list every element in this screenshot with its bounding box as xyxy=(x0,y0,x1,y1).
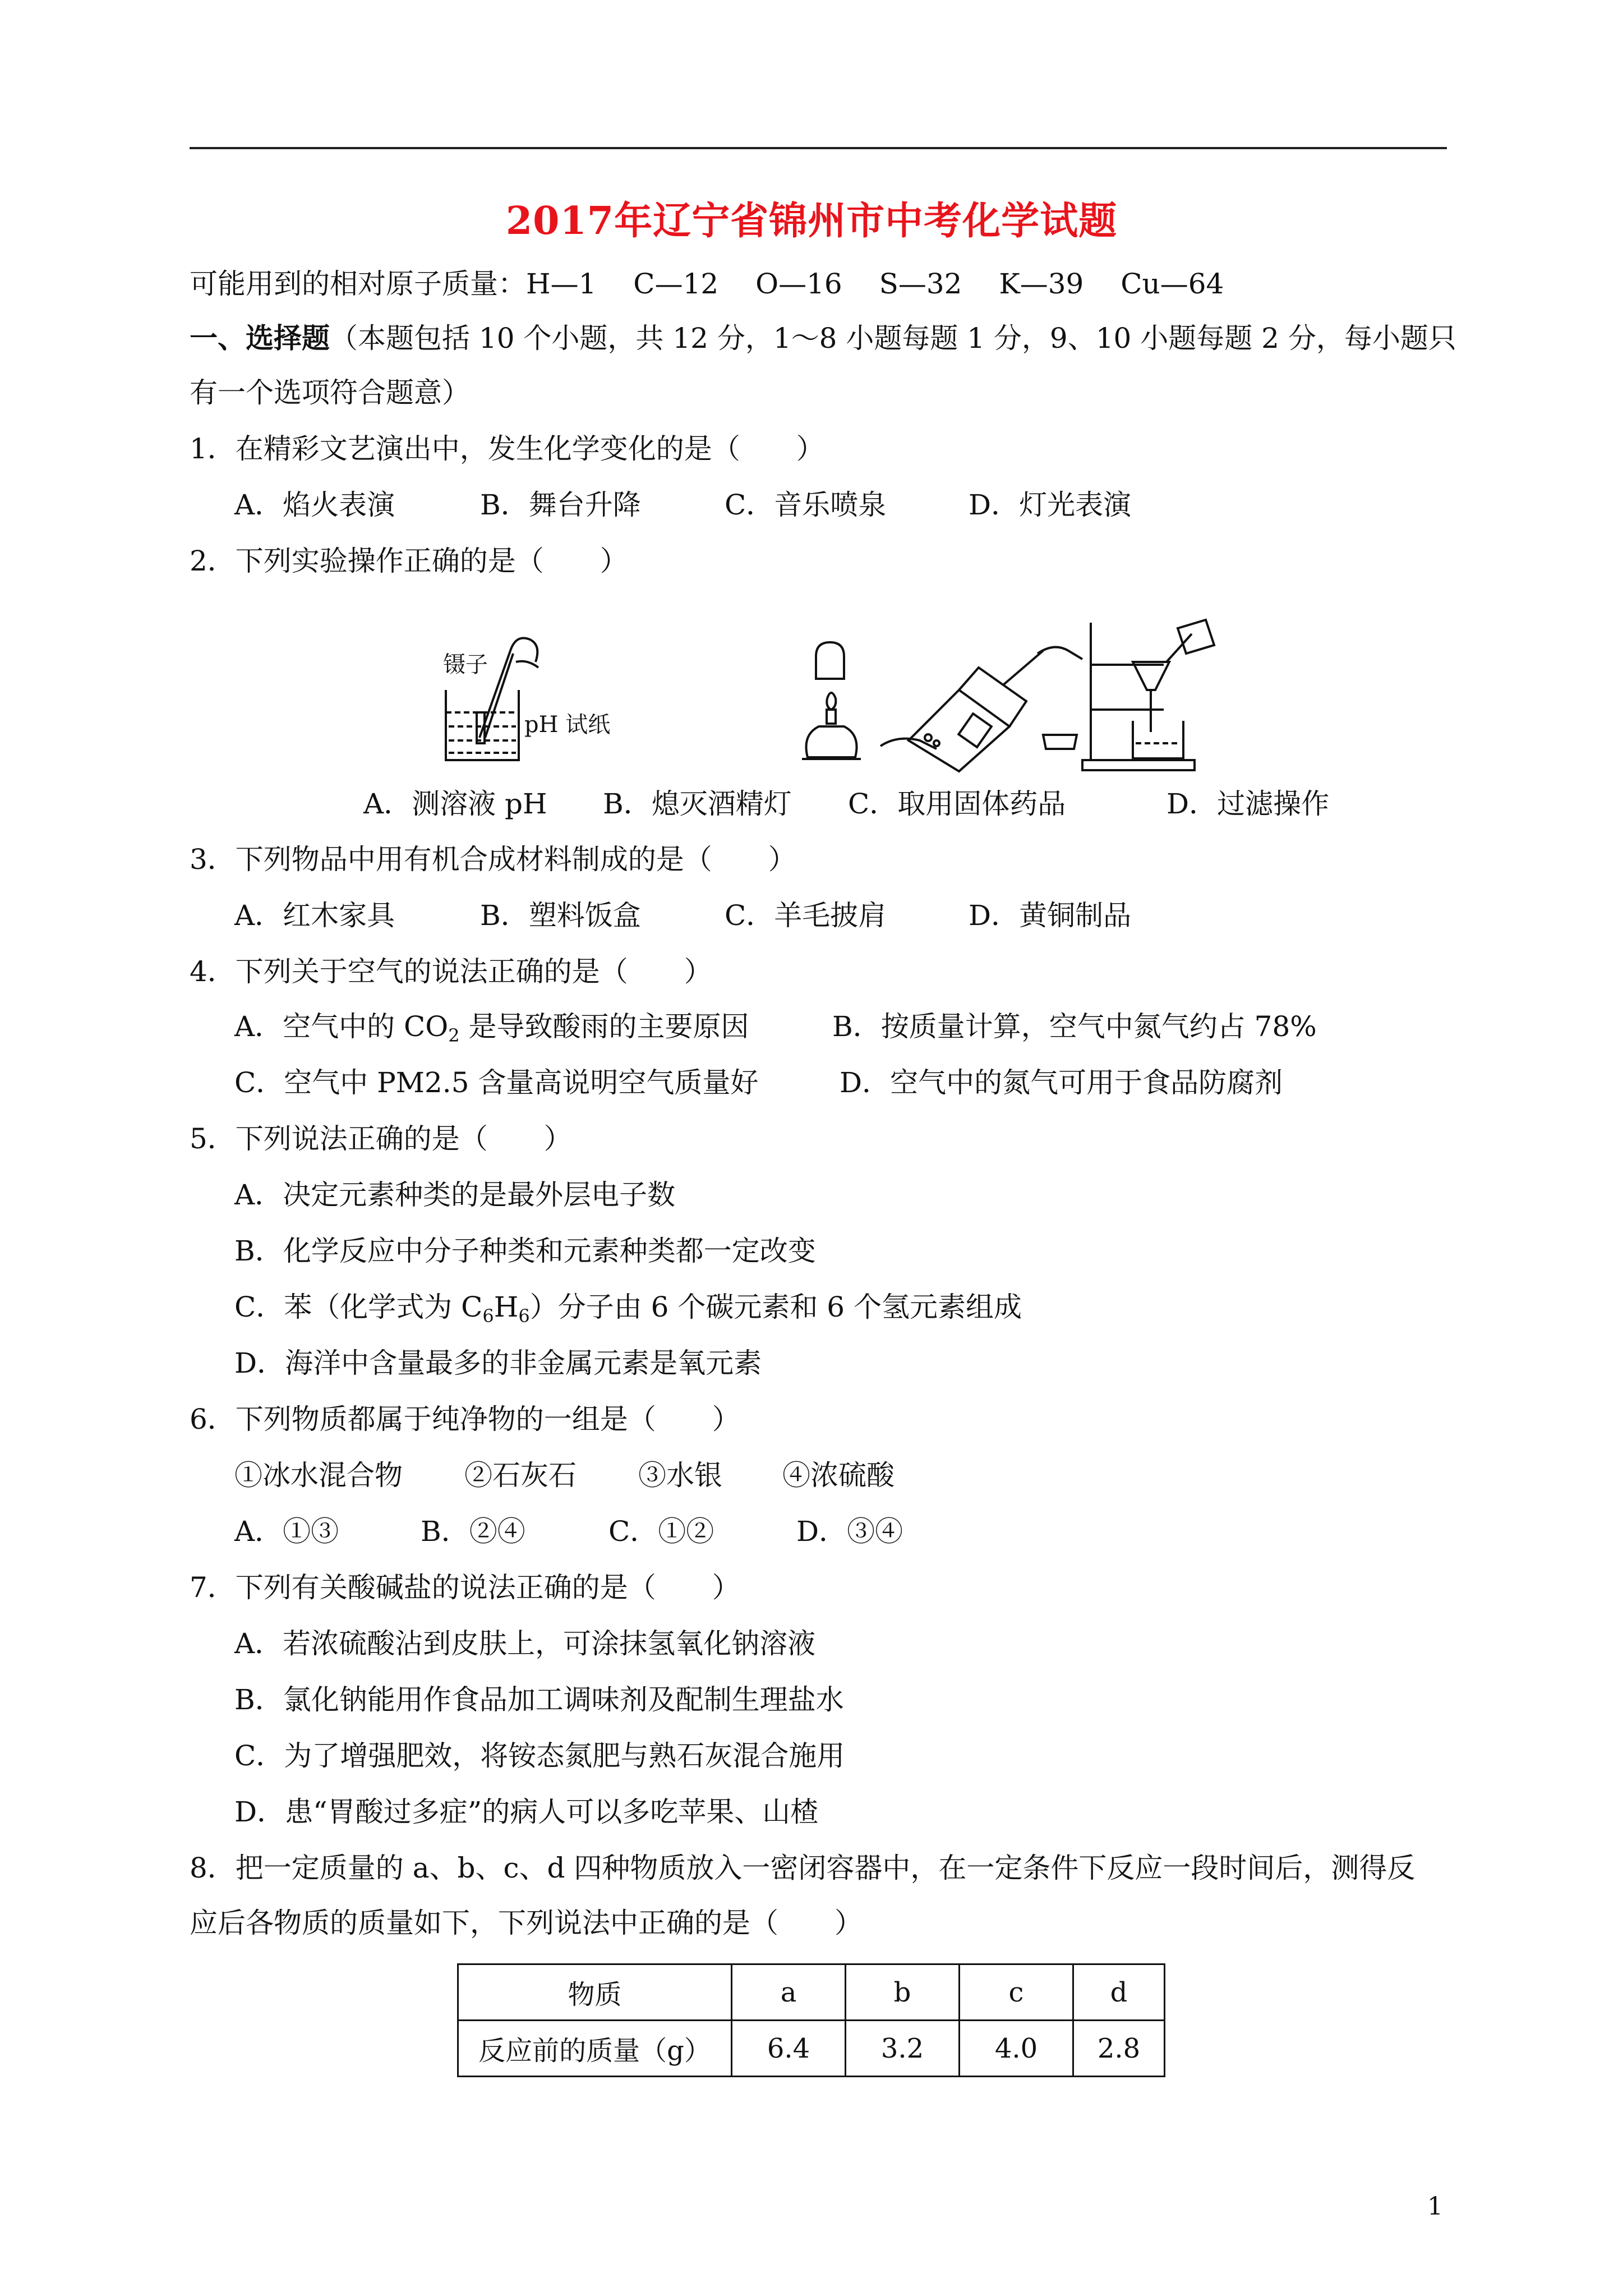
section-heading: 一、选择题 xyxy=(190,321,330,355)
section-heading-line xyxy=(190,321,1456,355)
q6-option-a: A．①③ xyxy=(234,1515,339,1548)
q4-option-d: D．空气中的氮气可用于食品防腐剂 xyxy=(840,1066,1283,1099)
q6-item-2: ②石灰石 xyxy=(464,1459,577,1492)
q1-option-c: C．音乐喷泉 xyxy=(725,489,887,521)
atomic-masses: 可能用到的相对原子质量：H—1 C—12 O—16 S—32 K—39 Cu—64 xyxy=(190,268,1224,300)
header-rule xyxy=(190,147,1447,149)
q3-option-d: D．黄铜制品 xyxy=(969,899,1132,932)
q7-option-b: B．氯化钠能用作食品加工调味剂及配制生理盐水 xyxy=(234,1683,844,1716)
q7-option-d: D．患“胃酸过多症”的病人可以多吃苹果、山楂 xyxy=(234,1796,819,1828)
q1-option-d: D．灯光表演 xyxy=(969,489,1132,521)
q2-option-d: D．过滤操作 xyxy=(1166,788,1330,820)
q7-option-c: C．为了增强肥效，将铵态氮肥与熟石灰混合施用 xyxy=(234,1740,845,1772)
q6-stem: 6．下列物质都属于纯净物的一组是（ ） xyxy=(190,1403,740,1435)
section-desc-2: 有一个选项符合题意） xyxy=(190,376,470,409)
page-number: 1 xyxy=(1427,2192,1443,2221)
table-cell: 4.0 xyxy=(960,2021,1073,2077)
q2-option-b: B．熄灭酒精灯 xyxy=(603,788,792,820)
q1-stem: 1．在精彩文艺演出中，发生化学变化的是（ ） xyxy=(190,432,824,465)
section-desc-1: （本题包括 10 个小题，共 12 分，1～8 小题每题 1 分，9、10 小题每题 2 分，每小题只 xyxy=(330,322,1456,355)
q3-option-a: A．红木家具 xyxy=(234,899,395,932)
q6-option-b: B．②④ xyxy=(421,1515,525,1548)
table-header-cell: 物质 xyxy=(458,1964,732,2021)
table-cell: 2.8 xyxy=(1073,2021,1165,2077)
q4-option-b: B．按质量计算，空气中氮气约占 78% xyxy=(832,1010,1317,1043)
q4-stem: 4．下列关于空气的说法正确的是（ ） xyxy=(190,955,712,988)
table-header-cell: a xyxy=(732,1964,846,2021)
q7-option-a: A．若浓硫酸沾到皮肤上，可涂抹氢氧化钠溶液 xyxy=(234,1627,816,1660)
ph-paper-label: pH 试纸 xyxy=(524,712,611,738)
page-title: 2017年辽宁省锦州市中考化学试题 xyxy=(505,199,1118,243)
table-cell: 反应前的质量（g） xyxy=(458,2021,732,2077)
q2-stem: 2．下列实验操作正确的是（ ） xyxy=(190,545,628,577)
q4-option-c: C．空气中 PM2.5 含量高说明空气质量好 xyxy=(234,1066,759,1099)
q5-option-d: D．海洋中含量最多的非金属元素是氧元素 xyxy=(234,1347,762,1379)
table-cell: 3.2 xyxy=(846,2021,960,2077)
table-cell: 6.4 xyxy=(732,2021,846,2077)
table-row xyxy=(458,2021,1165,2077)
table-header-cell: d xyxy=(1073,1964,1165,2021)
q6-option-d: D．③④ xyxy=(796,1515,903,1548)
q6-option-c: C．①② xyxy=(608,1515,714,1548)
q5-option-b: B．化学反应中分子种类和元素种类都一定改变 xyxy=(234,1235,816,1267)
q5-stem: 5．下列说法正确的是（ ） xyxy=(190,1122,572,1155)
q7-stem: 7．下列有关酸碱盐的说法正确的是（ ） xyxy=(190,1571,740,1604)
q4-option-a: A．空气中的 $CO_2$ 是导致酸雨的主要原因 xyxy=(234,1010,749,1046)
q3-stem: 3．下列物品中用有机合成材料制成的是（ ） xyxy=(190,843,796,876)
q5-option-a: A．决定元素种类的是最外层电子数 xyxy=(234,1179,676,1211)
filtration-figure xyxy=(1080,611,1242,774)
q6-item-4: ④浓硫酸 xyxy=(782,1459,895,1492)
table-row xyxy=(458,1964,1165,2021)
q1-option-a: A．焰火表演 xyxy=(234,489,395,521)
q3-option-b: B．塑料饭盒 xyxy=(480,899,641,932)
alcohol-lamp-figure xyxy=(796,637,869,766)
table-header-cell: c xyxy=(960,1964,1073,2021)
q6-item-1: ①冰水混合物 xyxy=(234,1459,403,1492)
solid-reagent-figure xyxy=(875,628,1088,774)
q6-item-3: ③水银 xyxy=(638,1459,722,1492)
q2-option-a: A．测溶液 pH xyxy=(363,788,547,820)
mass-table xyxy=(457,1963,1165,2077)
q5-option-c: C．苯（化学式为 $C_6H_6$）分子由 6 个碳元素和 6 个氢元素组成 xyxy=(234,1291,1022,1327)
q2-option-c: C．取用固体药品 xyxy=(848,788,1066,820)
q8-stem-1: 8．把一定质量的 a、b、c、d 四种物质放入一密闭容器中，在一定条件下反应一段时间后，测得反 xyxy=(190,1852,1415,1884)
table-header-cell: b xyxy=(846,1964,960,2021)
tweezers-label: 镊子 xyxy=(443,652,488,678)
q8-stem-2: 应后各物质的质量如下，下列说法中正确的是（ ） xyxy=(190,1907,863,1939)
q1-option-b: B．舞台升降 xyxy=(480,489,641,521)
q3-option-c: C．羊毛披肩 xyxy=(725,899,887,932)
